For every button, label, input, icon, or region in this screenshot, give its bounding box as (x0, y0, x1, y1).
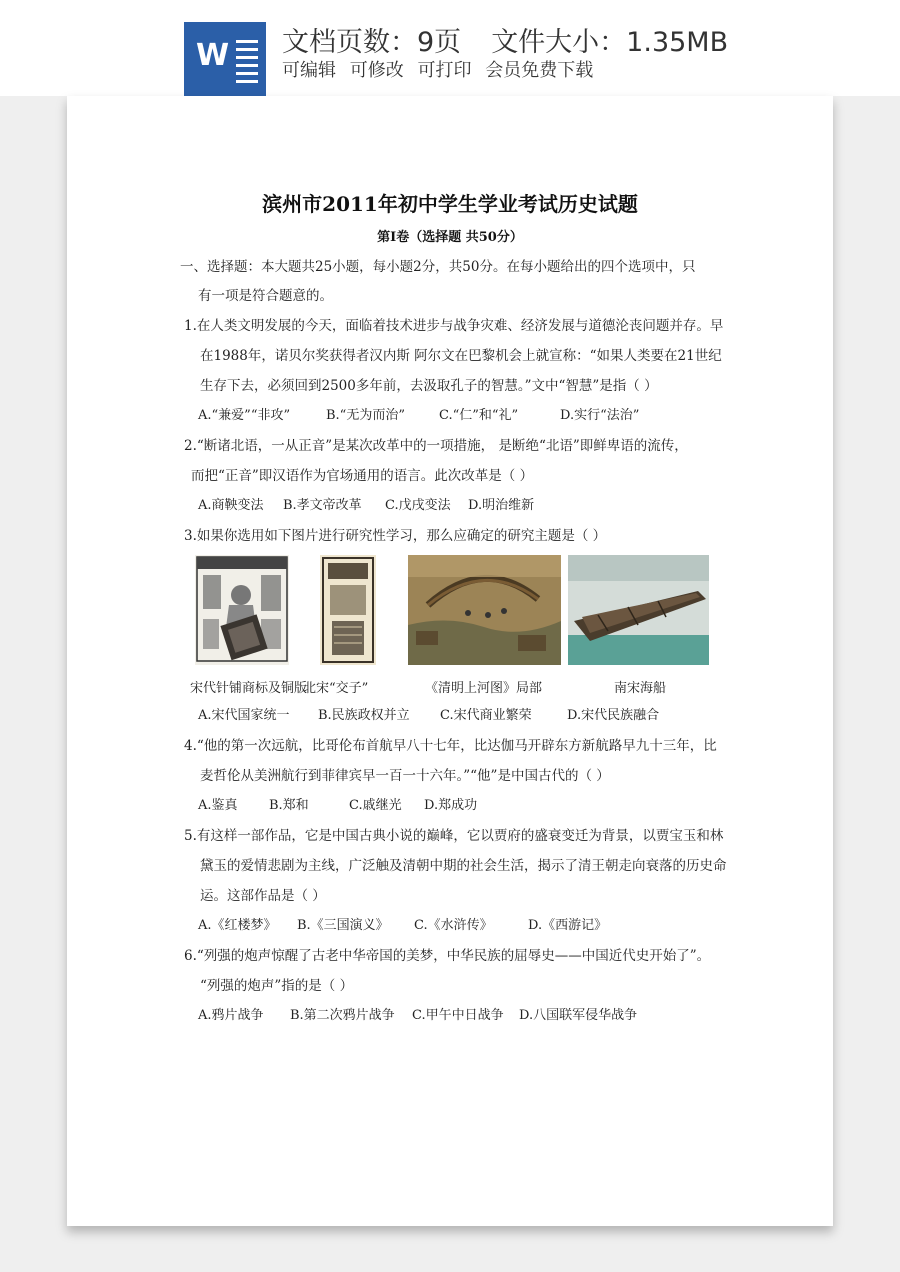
q4-option-b: B.郑和 (269, 798, 309, 813)
q5-option-d: D.《西游记》 (528, 918, 608, 933)
section-subtitle: 第Ⅰ卷（选择题 共50分） (377, 230, 523, 245)
q6-line-2: “列强的炮声”指的是（ ） (200, 978, 354, 994)
q2-option-d: D.明治维新 (468, 498, 535, 513)
document-page (67, 96, 833, 1226)
q3-option-c: C.宋代商业繁荣 (440, 708, 532, 723)
q5-line-1: 5.有这样一部作品，它是中国古典小说的巅峰，它以贾府的盛衰变迁为背景，以贾宝玉和林 (184, 828, 724, 844)
q1-option-d: D.实行“法治” (560, 408, 640, 423)
q1-options (198, 407, 639, 425)
q6-option-d: D.八国联军侵华战争 (519, 1008, 638, 1023)
caption-shop-trademark: 宋代针铺商标及铜版 (190, 681, 308, 696)
q2-line-2: 而把“正音”即汉语作为官场通用的语言。此次改革是（ ） (191, 468, 534, 484)
q3-option-a: A.宋代国家统一 (198, 708, 290, 723)
q4-option-c: C.戚继光 (349, 798, 402, 813)
feature-member-download: 会员免费下载 (485, 60, 594, 81)
q1-option-a: A.“兼爱”“非攻” (198, 408, 291, 423)
q1-option-b: B.“无为而治” (326, 408, 405, 423)
q5-option-a: A.《红楼梦》 (198, 918, 277, 933)
southern-song-ship-image (568, 555, 709, 665)
file-info-banner (0, 0, 900, 96)
q2-options (198, 497, 534, 515)
q5-option-b: B.《三国演义》 (297, 918, 389, 933)
q6-line-1: 6.“列强的炮声惊醒了古老中华帝国的美梦，中华民族的屈辱史——中国近代史开始了”。 (184, 948, 711, 964)
q2-option-c: C.戊戌变法 (385, 498, 451, 513)
q4-line-2: 麦哲伦从美洲航行到菲律宾早一百一十六年。”“他”是中国古代的（ ） (200, 768, 610, 784)
intro-line-1: 一、选择题：本大题共25小题，每小题2分，共50分。在每小题给出的四个选项中，只 (180, 259, 696, 275)
q6-option-a: A.鸦片战争 (198, 1008, 264, 1023)
q3-line-1: 3.如果你选用如下图片进行研究性学习，那么应确定的研究主题是（ ） (184, 528, 607, 544)
q6-option-c: C.甲午中日战争 (412, 1008, 504, 1023)
q1-line-1: 1.在人类文明发展的今天，面临着技术进步与战争灾难、经济发展与道德沦丧问题并存。早 (184, 318, 724, 334)
northern-song-jiaozi-image (320, 555, 376, 665)
intro-line-2: 有一项是符合题意的。 (198, 288, 333, 304)
q5-options (198, 917, 607, 935)
q6-options (198, 1007, 637, 1025)
song-needle-shop-trademark-image (195, 555, 289, 665)
document-title: 滨州市2011年初中学生学业考试历史试题 (262, 192, 638, 216)
q5-option-c: C.《水浒传》 (414, 918, 493, 933)
file-size: 文件大小：1.35MB (491, 27, 729, 58)
q1-line-2: 在1988年，诺贝尔奖获得者汉内斯 阿尔文在巴黎机会上就宣称：“如果人类要在21世纪 (200, 348, 722, 364)
page-count: 文档页数：9页 (282, 27, 462, 58)
q3-option-b: B.民族政权并立 (318, 708, 410, 723)
feature-list (282, 56, 601, 82)
feature-editable: 可编辑 (282, 60, 336, 81)
q2-option-b: B.孝文帝改革 (283, 498, 362, 513)
q3-option-d: D.宋代民族融合 (567, 708, 660, 723)
q1-option-c: C.“仁”和“礼” (439, 408, 519, 423)
q2-line-1: 2.“断诸北语，一从正音”是某次改革中的一项措施， 是断绝“北语”即鲜卑语的流传， (184, 438, 688, 454)
q1-line-3: 生存下去，必须回到2500多年前，去汲取孔子的智慧。”文中“智慧”是指（ ） (200, 378, 658, 394)
q5-line-2: 黛玉的爱情悲剧为主线，广泛触及清朝中期的社会生活，揭示了清王朝走向衰落的历史命 (200, 858, 727, 874)
q4-option-d: D.郑成功 (424, 798, 478, 813)
q3-options (198, 707, 659, 725)
q6-option-b: B.第二次鸦片战争 (290, 1008, 395, 1023)
caption-qingming: 《清明上河图》局部 (425, 681, 543, 696)
qingming-scroll-image (408, 555, 561, 665)
caption-jiaozi: 北宋“交子” (303, 681, 369, 696)
q2-option-a: A.商鞅变法 (198, 498, 264, 513)
feature-modifiable: 可修改 (349, 60, 404, 81)
feature-printable: 可打印 (417, 60, 472, 81)
word-document-icon: W (184, 22, 266, 96)
q4-line-1: 4.“他的第一次远航，比哥伦布首航早八十七年，比达伽马开辟东方新航路早九十三年，比 (184, 738, 717, 754)
file-meta (282, 20, 728, 59)
caption-ship: 南宋海船 (614, 681, 667, 696)
q4-options (198, 797, 477, 815)
q5-line-3: 运。这部作品是（ ） (200, 888, 326, 904)
q4-option-a: A.鉴真 (198, 798, 238, 813)
